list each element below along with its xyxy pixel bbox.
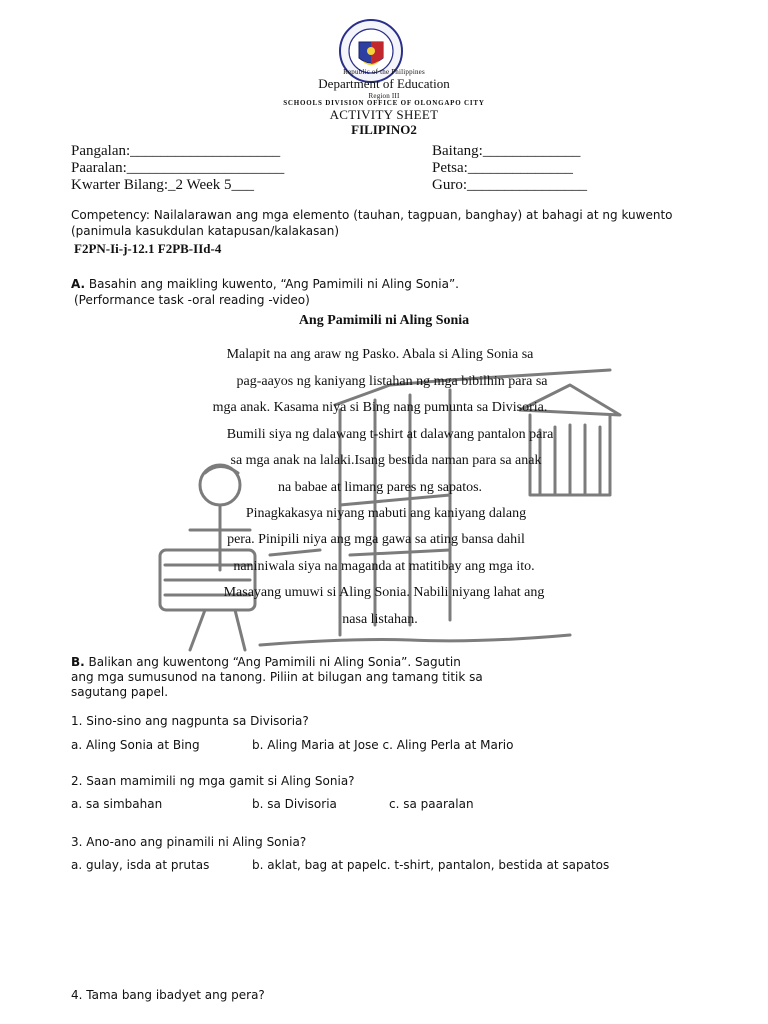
kwarter-field: Kwarter Bilang:_2 Week 5___	[71, 177, 255, 193]
section-b-line-2: ang mga sumusunod na tanong. Piliin at bilugan ang tamang titik sa	[71, 670, 483, 684]
story-line-11: nasa listahan.	[342, 612, 418, 627]
question-1: 1. Sino-sino ang nagpunta sa Divisoria?	[71, 714, 309, 728]
region-text: Region III	[368, 92, 400, 100]
subject-title: FILIPINO2	[351, 122, 417, 137]
section-b-text: Balikan ang kuwentong “Ang Pamimili ni Aling Sonia”. Sagutin	[84, 655, 461, 669]
paaralan-field: Paaralan:_____________________	[71, 160, 285, 176]
question-2-choice-c: c. sa paaralan	[389, 797, 474, 811]
question-3-choice-bc: b. aklat, bag at papelc. t-shirt, pantalon, bestida at sapatos	[252, 858, 610, 872]
story-line-1: Malapit na ang araw ng Pasko. Abala si Aling Sonia sa	[226, 347, 534, 362]
competency-codes: F2PN-Ii-j-12.1 F2PB-IId-4	[74, 241, 222, 256]
department-title: Department of Education	[318, 76, 450, 91]
question-4: 4. Tama bang ibadyet ang pera?	[71, 988, 265, 1002]
question-3: 3. Ano-ano ang pinamili ni Aling Sonia?	[71, 835, 307, 849]
division-text: SCHOOLS DIVISION OFFICE OF OLONGAPO CITY	[283, 99, 485, 107]
story-line-6: na babae at limang pares ng sapatos.	[277, 480, 483, 495]
question-2-choice-a: a. sa simbahan	[71, 797, 163, 811]
question-1-choice-a: a. Aling Sonia at Bing	[71, 738, 200, 752]
story-title: Ang Pamimili ni Aling Sonia	[298, 313, 470, 328]
story-line-9: naniniwala siya na maganda at matitibay ang mga ito.	[233, 559, 535, 574]
petsa-field: Petsa:______________	[432, 160, 573, 176]
story-line-2: pag-aayos ng kaniyang listahan ng mga bibilhin para sa	[236, 374, 548, 389]
question-1-choice-bc: b. Aling Maria at Jose c. Aling Perla at Mario	[252, 738, 514, 752]
question-2: 2. Saan mamimili ng mga gamit si Aling Sonia?	[71, 774, 355, 788]
pangalan-field: Pangalan:____________________	[71, 143, 281, 159]
question-2-choice-b: b. sa Divisoria	[252, 797, 337, 811]
story-line-5: sa mga anak na lalaki.Isang bestida naman para sa anak	[230, 453, 542, 468]
section-a-text: Basahin ang maikling kuwento, “Ang Pamimili ni Aling Sonia”.	[85, 277, 459, 291]
question-3-choice-a: a. gulay, isda at prutas	[71, 858, 210, 872]
story-line-8: pera. Pinipili niya ang mga gawa sa ating bansa dahil	[227, 532, 525, 547]
section-b-line-3: sagutang papel.	[71, 685, 169, 699]
section-a-note: (Performance task -oral reading -video)	[74, 293, 310, 307]
story-line-7: Pinagkakasya niyang mabuti ang kaniyang dalang	[245, 506, 527, 521]
story-line-4: Bumili siya ng dalawang t-shirt at dalawang pantalon para	[226, 427, 554, 442]
competency-line-1: Competency: Nailalarawan ang mga elemento (tauhan, tagpuan, banghay) at bahagi at ng kuwento	[71, 208, 673, 222]
story-line-10: Masayang umuwi si Aling Sonia. Nabili niyang lahat ang	[223, 585, 545, 600]
story-line-3: mga anak. Kasama niya si Bing nang pumunta sa Divisoria.	[212, 400, 548, 415]
section-b-label: B.	[71, 655, 85, 669]
guro-field: Guro:________________	[432, 177, 587, 193]
republic-text: Republic of the Philippines	[343, 68, 425, 76]
section-a-label: A.	[71, 277, 86, 291]
competency-line-2: (panimula kasukdulan katapusan/kalakasan)	[71, 224, 340, 238]
section-b-line-1	[71, 655, 461, 669]
baitang-field: Baitang:_____________	[432, 143, 581, 159]
activity-sheet-title: ACTIVITY SHEET	[329, 107, 439, 122]
section-a-instruction	[71, 277, 459, 291]
